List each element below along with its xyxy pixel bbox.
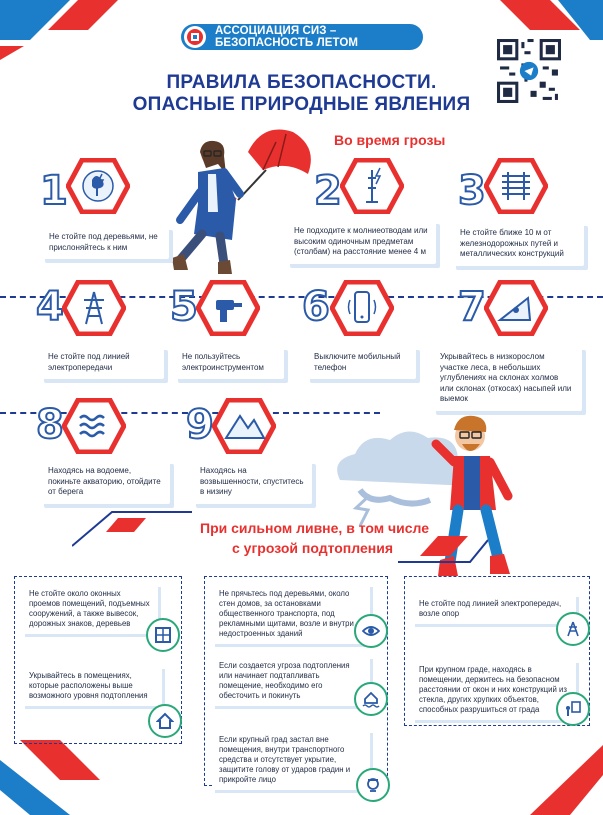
step-number-7: 7 bbox=[458, 284, 486, 330]
rain-card-6 bbox=[412, 594, 576, 624]
thunder-text-6: Выключите мобильный телефон bbox=[314, 352, 401, 372]
thunder-text-4: Не стойте под линией электропередачи bbox=[48, 352, 130, 372]
rain-text-3: Не прячьтесь под деревьями, около стен домов, за остановками общественного транспорта, под рекламными щитами, возле и внутри недостроенных зданий bbox=[219, 589, 354, 638]
thunder-text-8: Находясь на водоеме, покиньте акваторию, отойдите от берега bbox=[48, 466, 161, 496]
lightning-rod-icon bbox=[340, 158, 404, 214]
tower-icon bbox=[556, 612, 590, 646]
thunder-card-8 bbox=[40, 460, 170, 504]
rain-card-2 bbox=[22, 666, 162, 706]
association-logo-icon bbox=[184, 26, 206, 48]
thunder-text-3: Не стойте ближе 10 м от железнодорожных путей и металлических конструкций bbox=[460, 228, 564, 258]
rain-text-2: Укрывайтесь в помещениях, которые расположены выше возможного уровня подтопления bbox=[29, 671, 148, 700]
window-person-icon bbox=[556, 692, 590, 726]
thunder-card-6 bbox=[306, 346, 416, 379]
thunder-text-9: Находясь на возвышенности, спуститесь в низину bbox=[200, 466, 304, 496]
mountain-icon bbox=[212, 398, 276, 454]
step-number-4: 4 bbox=[36, 284, 64, 330]
rain-text-4: Если создается угроза подтопления или начинает подтапливать помещение, необходимо его обесточить и покинуть bbox=[219, 661, 350, 700]
power-line-icon bbox=[62, 280, 126, 336]
eye-icon bbox=[354, 614, 388, 648]
thunder-card-5 bbox=[174, 346, 284, 379]
head-protect-icon bbox=[356, 768, 390, 802]
window-icon bbox=[146, 618, 180, 652]
thunder-text-1: Не стойте под деревьями, не прислоняйтесь к ним bbox=[49, 232, 158, 252]
slope-icon bbox=[484, 280, 548, 336]
rain-text-6: Не стойте под линией электропередач, возле опор bbox=[419, 599, 562, 618]
rain-card-7 bbox=[412, 660, 576, 720]
thunder-card-4 bbox=[40, 346, 164, 379]
step-number-1: 1 bbox=[40, 168, 68, 214]
page-title-line1: ПРАВИЛА БЕЗОПАСНОСТИ. bbox=[166, 72, 437, 93]
rain-card-4 bbox=[212, 656, 370, 706]
rain-text-5: Если крупный град застал вне помещения, внутри транспортного средства и отсутствует укрытие, защитите голову от ударов градин и прикройте лицо bbox=[219, 735, 351, 784]
corner-stripes-bottom-right bbox=[500, 745, 603, 815]
water-icon bbox=[62, 398, 126, 454]
thunder-card-9 bbox=[192, 460, 312, 504]
rain-text-1: Не стойте около оконных проемов помещений, подъемных сооружений, а также вывесок, дорожных знаков, деревьев bbox=[29, 589, 150, 628]
step-number-5: 5 bbox=[170, 284, 198, 330]
flood-house-icon bbox=[354, 682, 388, 716]
step-number-3: 3 bbox=[458, 168, 486, 214]
thunder-card-1 bbox=[41, 226, 169, 259]
thunder-text-5: Не пользуйтесь электроинструментом bbox=[182, 352, 264, 372]
thunder-text-7: Укрывайтесь в низкорослом участке леса, в небольших углублениях на склонах холмов или склонах (откосах) насыпей или выемок bbox=[440, 352, 572, 403]
step-number-6: 6 bbox=[302, 284, 330, 330]
tree-icon bbox=[66, 158, 130, 214]
header-org-name: АССОЦИАЦИЯ СИЗ – БЕЗОПАСНОСТЬ ЛЕТОМ bbox=[215, 25, 359, 49]
rain-card-3 bbox=[212, 584, 370, 644]
drill-icon bbox=[196, 280, 260, 336]
thunder-text-2: Не подходите к молниеотводам или высоким одиночным предметам (столбам) на расстояние менее 4 м bbox=[294, 226, 428, 256]
rain-text-7: При крупном граде, находясь в помещении, держитесь на безопасном расстоянии от окон и них конструкций из стекла, других хрупких объектов, способных разрушиться от града bbox=[419, 665, 567, 714]
rain-card-5 bbox=[212, 730, 370, 790]
step-number-9: 9 bbox=[186, 402, 214, 448]
corner-stripes-bottom-left bbox=[0, 740, 110, 815]
railway-icon bbox=[484, 158, 548, 214]
step-number-2: 2 bbox=[314, 168, 342, 214]
rain-heading-line2: с угрозой подтопления bbox=[232, 540, 393, 556]
thunder-card-3 bbox=[452, 222, 584, 266]
rain-card-1 bbox=[22, 584, 158, 634]
page-title-line2: ОПАСНЫЕ ПРИРОДНЫЕ ЯВЛЕНИЯ bbox=[132, 94, 471, 115]
corner-stripes-top-left bbox=[0, 0, 140, 60]
house-icon bbox=[148, 704, 182, 738]
phone-icon bbox=[330, 280, 394, 336]
thunder-card-2 bbox=[286, 220, 436, 264]
thunder-heading: Во время грозы bbox=[334, 132, 446, 148]
rain-heading-line1: При сильном ливне, в том числе bbox=[200, 520, 429, 536]
step-number-8: 8 bbox=[36, 402, 64, 448]
header-pill bbox=[181, 24, 423, 50]
rain-heading-deco-left bbox=[72, 508, 192, 548]
